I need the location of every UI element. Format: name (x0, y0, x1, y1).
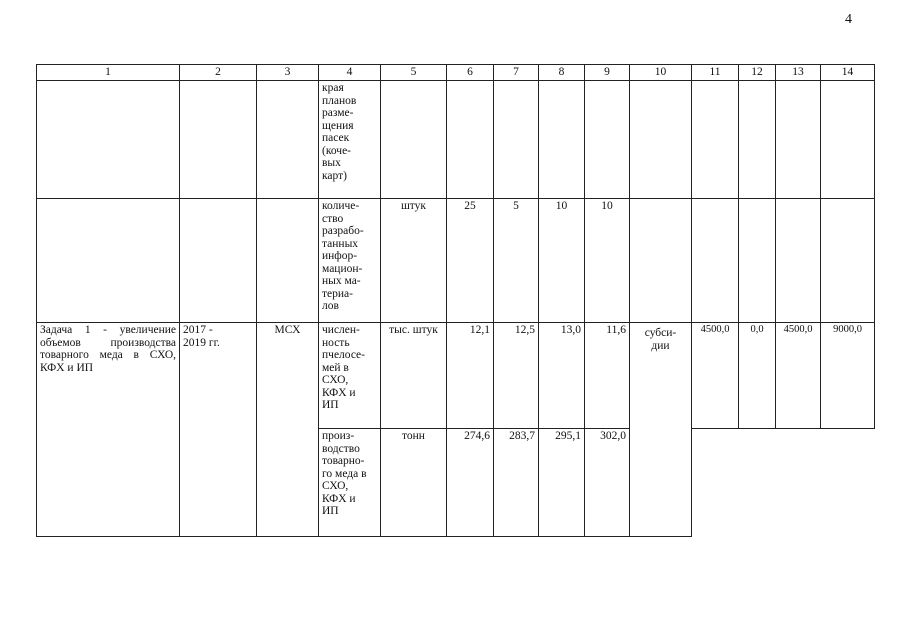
indicator-cell: произ- водство товарно- го меда в СХО, КФХ и ИП (319, 429, 381, 537)
table-cell (776, 81, 821, 199)
column-header: 12 (739, 65, 776, 81)
indicator-cell: края планов разме- щения пасек (коче- вых карт) (319, 81, 381, 199)
column-header: 8 (539, 65, 585, 81)
table-cell (821, 429, 875, 537)
value-cell: 12,5 (494, 323, 539, 429)
table-cell (257, 199, 319, 323)
column-header: 9 (585, 65, 630, 81)
value-cell: 274,6 (447, 429, 494, 537)
value-cell: 13,0 (539, 323, 585, 429)
value-cell: 283,7 (494, 429, 539, 537)
column-header: 2 (180, 65, 257, 81)
table-cell (821, 81, 875, 199)
table-cell (739, 429, 776, 537)
column-header: 4 (319, 65, 381, 81)
amount-cell: 9000,0 (821, 323, 875, 429)
column-header: 6 (447, 65, 494, 81)
table-cell (739, 199, 776, 323)
page-number: 4 (845, 12, 852, 27)
table-cell (776, 199, 821, 323)
indicator-cell: числен- ность пчелосе- мей в СХО, КФХ и ИП (319, 323, 381, 429)
column-header: 1 (37, 65, 180, 81)
table-cell (37, 199, 180, 323)
table-cell (821, 199, 875, 323)
amount-cell: 4500,0 (692, 323, 739, 429)
value-cell: 302,0 (585, 429, 630, 537)
table-row (37, 323, 875, 429)
table-row (37, 81, 875, 199)
column-header: 7 (494, 65, 539, 81)
value-cell: 25 (447, 199, 494, 323)
unit-cell: штук (381, 199, 447, 323)
table-row (37, 199, 875, 323)
value-cell: 12,1 (447, 323, 494, 429)
funding-source-cell: субси- дии (630, 323, 692, 537)
table-cell (180, 199, 257, 323)
indicator-cell: количе- ство разрабо- танных инфор- мацион- ных ма- териа- лов (319, 199, 381, 323)
table-cell (692, 199, 739, 323)
table-cell (692, 429, 739, 537)
executor-cell: МСХ (257, 323, 319, 537)
value-cell: 10 (585, 199, 630, 323)
unit-cell: тонн (381, 429, 447, 537)
column-header: 5 (381, 65, 447, 81)
table-cell (257, 81, 319, 199)
task-cell: Задача 1 - увеличение объемов производства товарного меда в СХО, КФХ и ИП (37, 323, 180, 537)
column-number-row (37, 65, 875, 81)
column-header: 10 (630, 65, 692, 81)
program-table (36, 64, 875, 537)
value-cell: 10 (539, 199, 585, 323)
table-cell (630, 199, 692, 323)
table-cell (180, 81, 257, 199)
column-header: 13 (776, 65, 821, 81)
table-cell (630, 81, 692, 199)
amount-cell: 4500,0 (776, 323, 821, 429)
table-cell (494, 81, 539, 199)
column-header: 14 (821, 65, 875, 81)
table-cell (539, 81, 585, 199)
column-header: 3 (257, 65, 319, 81)
table-cell (381, 81, 447, 199)
table-cell (739, 81, 776, 199)
period-cell: 2017 - 2019 гг. (180, 323, 257, 537)
table-cell (37, 81, 180, 199)
table-cell (692, 81, 739, 199)
table-cell (585, 81, 630, 199)
value-cell: 11,6 (585, 323, 630, 429)
table-cell (447, 81, 494, 199)
amount-cell: 0,0 (739, 323, 776, 429)
value-cell: 5 (494, 199, 539, 323)
unit-cell: тыс. штук (381, 323, 447, 429)
column-header: 11 (692, 65, 739, 81)
value-cell: 295,1 (539, 429, 585, 537)
table-cell (776, 429, 821, 537)
